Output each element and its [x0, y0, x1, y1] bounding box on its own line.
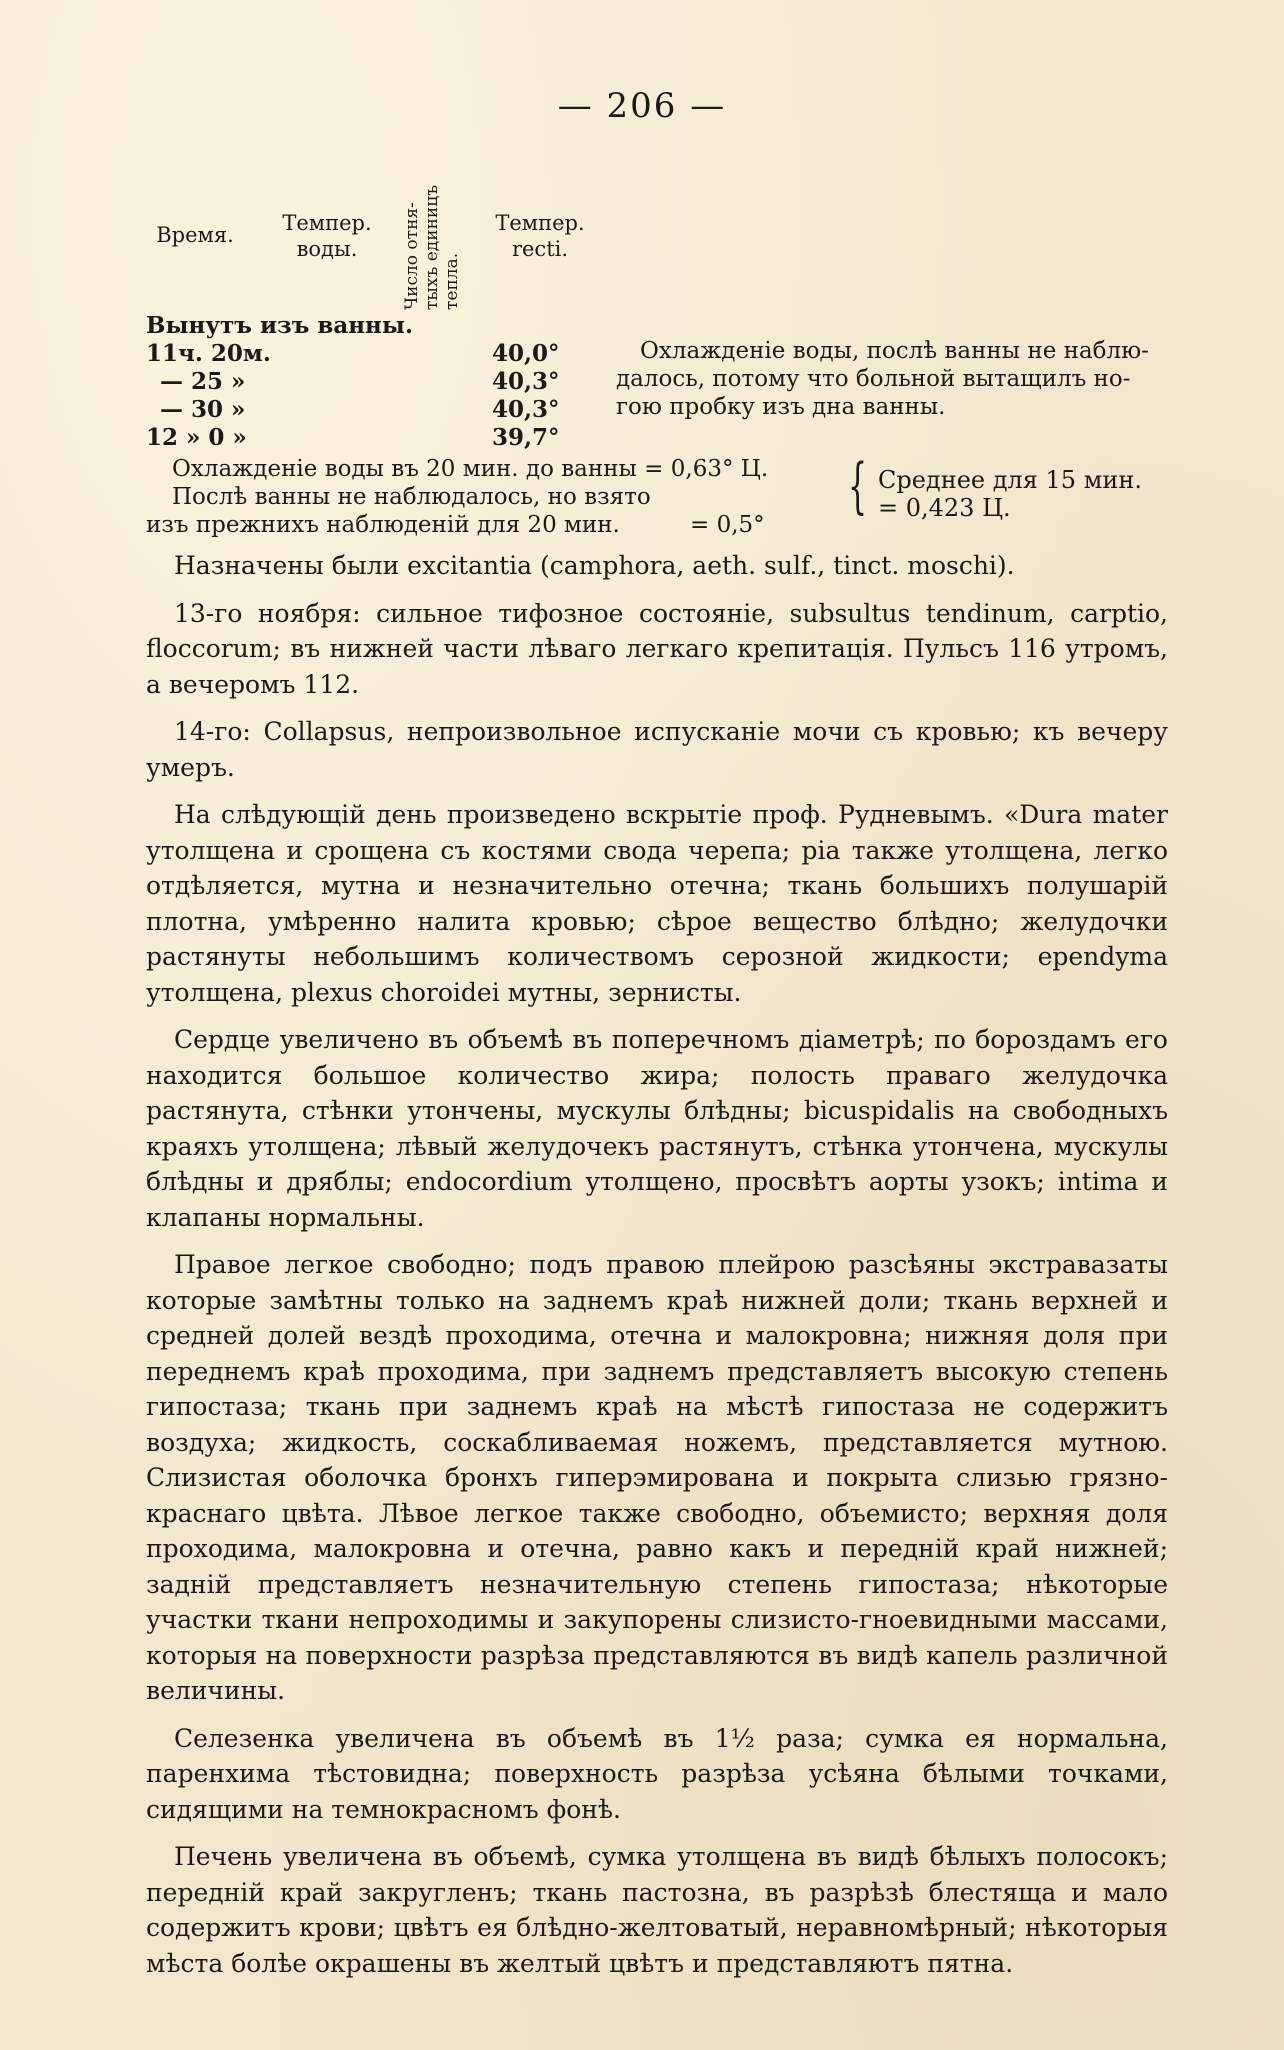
- paragraph: На слѣдующій день произведено вскрытіе проф. Рудневымъ. «Dura mater утолщена и срощена съ костями свода черепа; pia также утолщена, легко отдѣляется, мутна и незначительно отечна; ткань большихъ полушарій плотна, умѣренно налита кровью; сѣрое вещество блѣдно; желудочки растянуты небольшимъ количествомъ серозной жидкости; ependyma утолщена, plexus choroidei мутны, зернисты.: [146, 800, 1168, 1007]
- header-water-temp-line1: Темпер.: [282, 211, 372, 235]
- row-temp: 40,0°: [492, 340, 560, 367]
- body-text: [146, 548, 1168, 1993]
- average-line2: = 0,423 Ц.: [878, 494, 1011, 522]
- page-number: — 206 —: [557, 86, 727, 126]
- paragraph: 14-го: Collapsus, непроизвольное испусканіе мочи съ кровью; къ вечеру умеръ.: [146, 717, 1168, 782]
- row-time: 12 » 0 »: [146, 424, 247, 451]
- paragraph: Сердце увеличено въ объемѣ въ поперечномъ діаметрѣ; по бороздамъ его находится большое количество жира; полость праваго желудочка растянута, стѣнки утончены, мускулы блѣдны; bicuspidalis на свободныхъ краяхъ утолщена; лѣвый желудочекъ растянутъ, стѣнка утончена, мускулы блѣдны и дряблы; endocordium утолщено, просвѣтъ аорты узокъ; intima и клапаны нормальны.: [146, 1025, 1168, 1232]
- header-rect-temp-line2: recti.: [511, 237, 569, 261]
- paragraph: Печень увеличена въ объемѣ, сумка утолщена въ видѣ бѣлыхъ полосокъ; передній край закругленъ; ткань пастозна, въ разрѣзѣ блестяща и мало содержитъ крови; цвѣтъ ея блѣдно-желтоватый, неравномѣрный; нѣкоторыя мѣста болѣе окрашены въ желтый цвѣтъ и представляютъ пятна.: [146, 1842, 1168, 1978]
- paragraph: 13-го ноября: сильное тифозное состояніе, subsultus tendinum, carptio, floccorum; въ нижней части лѣваго легкаго крепитація. Пульсъ 116 утромъ, а вечеромъ 112.: [146, 598, 1168, 699]
- header-rect-temp: [490, 210, 590, 262]
- row-time: 11ч. 20м.: [146, 340, 271, 367]
- summary-line3-value: = 0,5°: [690, 512, 765, 538]
- header-time: Время.: [156, 223, 234, 247]
- row-time: — 30 »: [160, 396, 246, 423]
- header-water-temp: [272, 210, 382, 262]
- paragraph: Правое легкое свободно; подъ правою плейрою разсѣяны экстравазаты которые замѣтны только на заднемъ краѣ нижней доли; ткань верхней и средней долей вездѣ проходима, отечна и малокровна; нижняя доля при переднемъ краѣ проходима, при заднемъ представляетъ высокую степень гипостаза; ткань при заднемъ краѣ на мѣстѣ гипостаза не содержитъ воздуха; жидкость, соскабливаемая ножемъ, представляется мутною. Слизистая оболочка бронхъ гиперэмирована и покрыта слизью грязно-краснаго цвѣта. Лѣвое легкое также свободно, объемисто; верхняя доля проходима, малокровна и отечна, равно какъ и передній край нижней; задній представляетъ незначительную степень гипостаза; нѣкоторые участки ткани непроходимы и закупорены слизисто-гноевидными массами, которыя на поверхности разрѣза представляются въ видѣ капель различной величины.: [146, 1250, 1168, 1705]
- header-heat-units: [398, 160, 488, 310]
- average-line1: Среднее для 15 мин.: [878, 466, 1142, 494]
- remark-line: гою пробку изъ дна ванны.: [616, 394, 946, 420]
- row-temp: 39,7°: [492, 424, 560, 451]
- header-heat-units-line2: тыхъ единицъ: [422, 184, 442, 310]
- row-time: — 25 »: [160, 368, 246, 395]
- summary-line1: Охлажденіе воды въ 20 мин. до ванны = 0,63° Ц.: [172, 456, 769, 482]
- remark-line: далось, потому что больной вытащилъ но-: [616, 366, 1131, 392]
- paragraph: Назначены были excitantia (camphora, aeth. sulf., tinct. moschi).: [174, 551, 1015, 580]
- remark-line: Охлажденіе воды, послѣ ванны не наблю-: [640, 338, 1149, 364]
- table-caption: Вынутъ изъ ванны.: [146, 312, 413, 339]
- summary-line2: Послѣ ванны не наблюдалось, но взято: [172, 484, 651, 510]
- header-heat-units-line3: тепла.: [442, 252, 462, 310]
- header-water-temp-line2: воды.: [296, 237, 358, 261]
- paragraph: Селезенка увеличена въ объемѣ въ 1½ раза; сумка ея нормальна, паренхима тѣстовидна; поверхность разрѣза усѣяна бѣлыми точками, сидящими на темнокрасномъ фонѣ.: [146, 1723, 1168, 1824]
- header-rect-temp-line1: Темпер.: [495, 211, 585, 235]
- curly-brace: {: [848, 451, 868, 521]
- row-temp: 40,3°: [492, 368, 560, 395]
- row-temp: 40,3°: [492, 396, 560, 423]
- header-heat-units-line1: Число отня-: [402, 202, 422, 310]
- summary-line3: изъ прежнихъ наблюденій для 20 мин.: [146, 512, 620, 538]
